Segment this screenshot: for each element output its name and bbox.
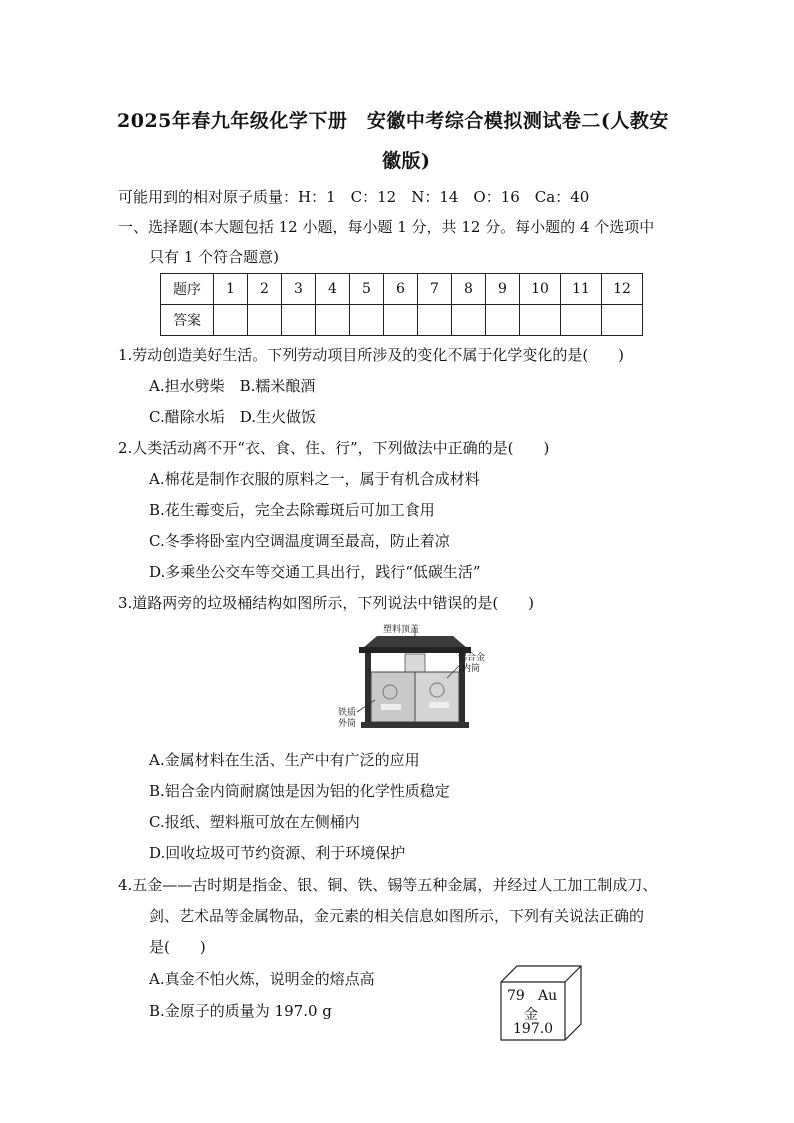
question-1-options-ab: A.担水劈柴 B.糯米酿酒 — [149, 377, 316, 395]
question-4-stem-1: 4.五金——古时期是指金、银、铜、铁、锡等五种金属，并经过人工加工制成刀、 — [118, 876, 658, 894]
table-row — [161, 274, 643, 305]
question-3-option-a: A.金属材料在生活、生产中有广泛的应用 — [149, 751, 420, 769]
section-heading: 一、选择题(本大题包括 12 小题，每小题 1 分，共 12 分。每小题的 4 个选项中 — [118, 218, 655, 236]
page-title-line2: 徽版) — [382, 150, 431, 172]
table-cell: 7 — [418, 274, 452, 305]
table-row — [161, 305, 643, 336]
answer-table — [160, 273, 643, 336]
question-4-option-a: A.真金不怕火炼，说明金的熔点高 — [149, 970, 375, 988]
question-3-option-c: C.报纸、塑料瓶可放在左侧桶内 — [149, 813, 360, 831]
answer-cell[interactable] — [561, 305, 602, 336]
answer-cell[interactable] — [384, 305, 418, 336]
table-cell: 1 — [214, 274, 248, 305]
table-cell: 8 — [452, 274, 486, 305]
table-header-cell: 题序 — [161, 274, 214, 305]
fig-label-aluminum-2: 内筒 — [462, 664, 481, 674]
question-2-option-b: B.花生霉变后，完全去除霉斑后可加工食用 — [149, 501, 435, 519]
table-cell: 6 — [384, 274, 418, 305]
table-cell: 3 — [282, 274, 316, 305]
question-1-stem: 1.劳动创造美好生活。下列劳动项目所涉及的变化不属于化学变化的是( ) — [118, 346, 625, 364]
answer-cell[interactable] — [452, 305, 486, 336]
answer-cell[interactable] — [350, 305, 384, 336]
table-cell: 4 — [316, 274, 350, 305]
element-atomic-mass: 197.0 — [513, 1021, 554, 1037]
answer-cell[interactable] — [418, 305, 452, 336]
answer-cell[interactable] — [316, 305, 350, 336]
element-symbol: Au — [538, 988, 558, 1004]
fig-label-iron-2: 外筒 — [338, 719, 357, 729]
fig-label-plastic-lid: 塑料顶盖 — [383, 625, 420, 635]
answer-cell[interactable] — [602, 305, 643, 336]
question-2-option-d: D.多乘坐公交车等交通工具出行，践行“低碳生活” — [149, 563, 481, 581]
table-header-cell: 答案 — [161, 305, 214, 336]
trash-bin-illustration — [335, 620, 495, 738]
table-cell: 11 — [561, 274, 602, 305]
trash-bin-figure — [335, 620, 495, 738]
table-cell: 12 — [602, 274, 643, 305]
table-cell: 10 — [520, 274, 561, 305]
question-2-option-c: C.冬季将卧室内空调温度调至最高，防止着凉 — [149, 532, 450, 550]
table-cell: 9 — [486, 274, 520, 305]
element-name: 金 — [524, 1007, 538, 1023]
question-4-option-b: B.金原子的质量为 197.0 g — [149, 1002, 332, 1020]
question-1-options-cd: C.醋除水垢 D.生火做饭 — [149, 408, 316, 426]
question-3-option-b: B.铝合金内筒耐腐蚀是因为铝的化学性质稳定 — [149, 782, 450, 800]
fig-label-aluminum-1: 铝合金 — [458, 653, 486, 663]
element-atomic-number: 79 — [507, 988, 525, 1004]
atomic-mass-note: 可能用到的相对原子质量：H：1 C：12 N：14 O：16 Ca：40 — [118, 188, 590, 206]
answer-cell[interactable] — [214, 305, 248, 336]
table-cell: 5 — [350, 274, 384, 305]
question-4-stem-3: 是( ) — [149, 938, 206, 956]
question-4-stem-2: 剑、艺术品等金属物品，金元素的相关信息如图所示，下列有关说法正确的 — [149, 907, 645, 925]
page-title-line1: 2025年春九年级化学下册 安徽中考综合模拟测试卷二(人教安 — [117, 110, 669, 132]
fig-label-iron-1: 铁质 — [338, 708, 357, 718]
question-2-stem: 2.人类活动离不开“衣、食、住、行”，下列做法中正确的是( ) — [118, 439, 550, 457]
answer-cell[interactable] — [486, 305, 520, 336]
table-cell: 2 — [248, 274, 282, 305]
section-heading-cont: 只有 1 个符合题意) — [149, 248, 279, 266]
question-3-stem: 3.道路两旁的垃圾桶结构如图所示，下列说法中错误的是( ) — [118, 594, 535, 612]
answer-cell[interactable] — [520, 305, 561, 336]
question-2-option-a: A.棉花是制作衣服的原料之一，属于有机合成材料 — [149, 470, 480, 488]
question-3-option-d: D.回收垃圾可节约资源、利于环境保护 — [149, 844, 406, 862]
answer-cell[interactable] — [282, 305, 316, 336]
answer-cell[interactable] — [248, 305, 282, 336]
